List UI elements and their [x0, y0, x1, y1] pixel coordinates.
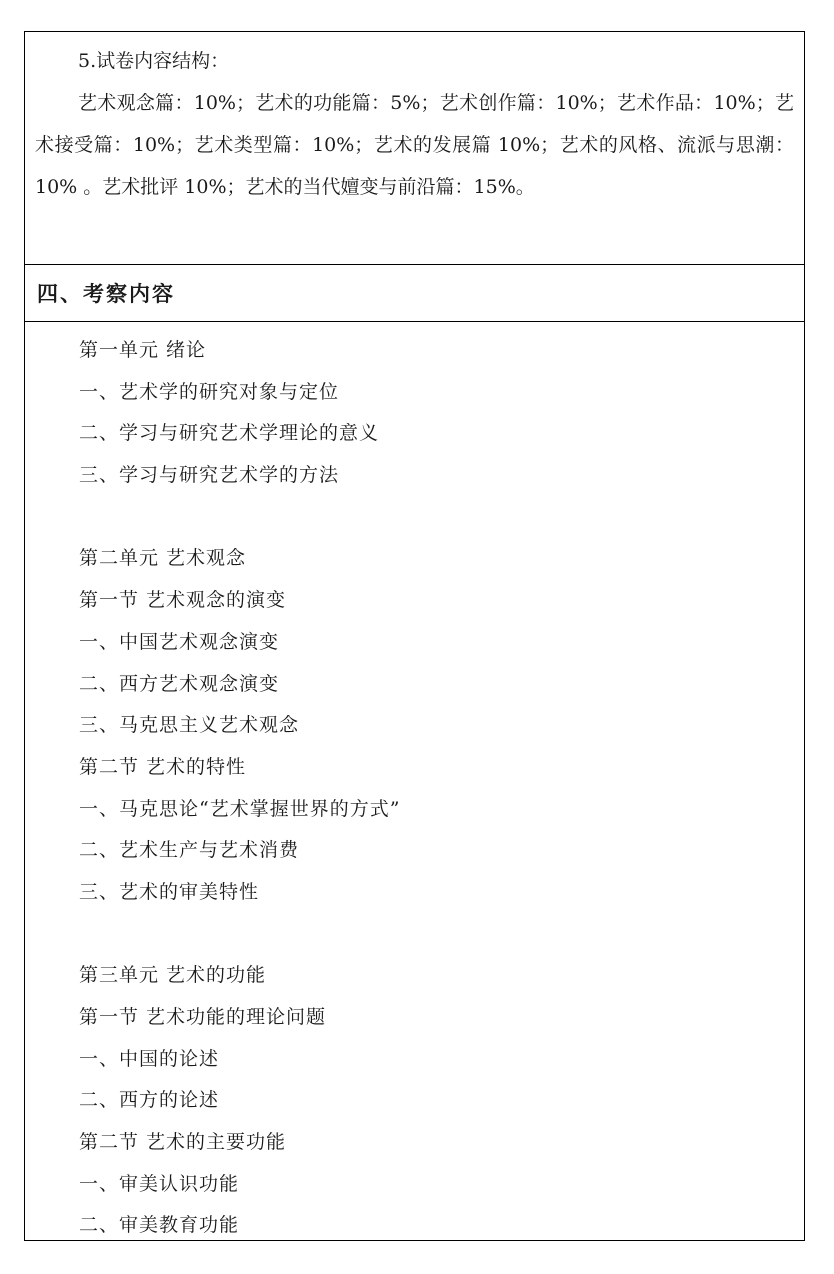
exam-content-cell	[25, 322, 804, 1240]
list-item: 一、中国艺术观念演变	[79, 630, 280, 653]
list-item: 二、审美教育功能	[79, 1214, 240, 1237]
section-title: 四、考察内容	[37, 282, 175, 306]
list-item: 三、马克思主义艺术观念	[79, 714, 300, 737]
list-item: 一、中国的论述	[79, 1047, 220, 1070]
list-item: 三、艺术的审美特性	[79, 880, 260, 903]
blank-line	[79, 914, 794, 956]
exam-structure-heading: 5.试卷内容结构：	[78, 50, 230, 72]
unit-heading: 第三单元 艺术的功能	[79, 964, 267, 987]
section-heading: 第一节 艺术观念的演变	[79, 589, 287, 612]
section-heading: 第一节 艺术功能的理论问题	[79, 1006, 327, 1028]
list-item: 二、西方艺术观念演变	[79, 672, 280, 695]
exam-structure-paragraph: 艺术观念篇：10%；艺术的功能篇：5%；艺术创作篇：10%；艺术作品：10%；艺术接受篇：10%；艺术类型篇：10%；艺术的发展篇 10%；艺术的风格、流派与思潮：10% 。艺术批评 10%；艺术的当代嬗变与前沿篇：15%。	[35, 92, 794, 198]
unit-heading: 第一单元 绪论	[79, 339, 207, 361]
list-item: 一、审美认识功能	[79, 1172, 240, 1195]
unit-heading: 第二单元 艺术观念	[79, 547, 247, 570]
list-item: 二、学习与研究艺术学理论的意义	[79, 422, 380, 445]
document-table	[24, 31, 805, 1241]
section-title-cell	[25, 265, 804, 322]
blank-line	[79, 497, 794, 539]
list-item: 一、马克思论“艺术掌握世界的方式”	[79, 797, 401, 820]
list-item: 二、西方的论述	[79, 1089, 220, 1112]
exam-structure-cell	[25, 32, 804, 265]
section-heading: 第二节 艺术的主要功能	[79, 1131, 287, 1154]
section-heading: 第二节 艺术的特性	[79, 755, 247, 778]
list-item: 二、艺术生产与艺术消费	[79, 839, 300, 862]
list-item: 三、学习与研究艺术学的方法	[79, 464, 340, 487]
list-item: 一、艺术学的研究对象与定位	[79, 380, 340, 403]
